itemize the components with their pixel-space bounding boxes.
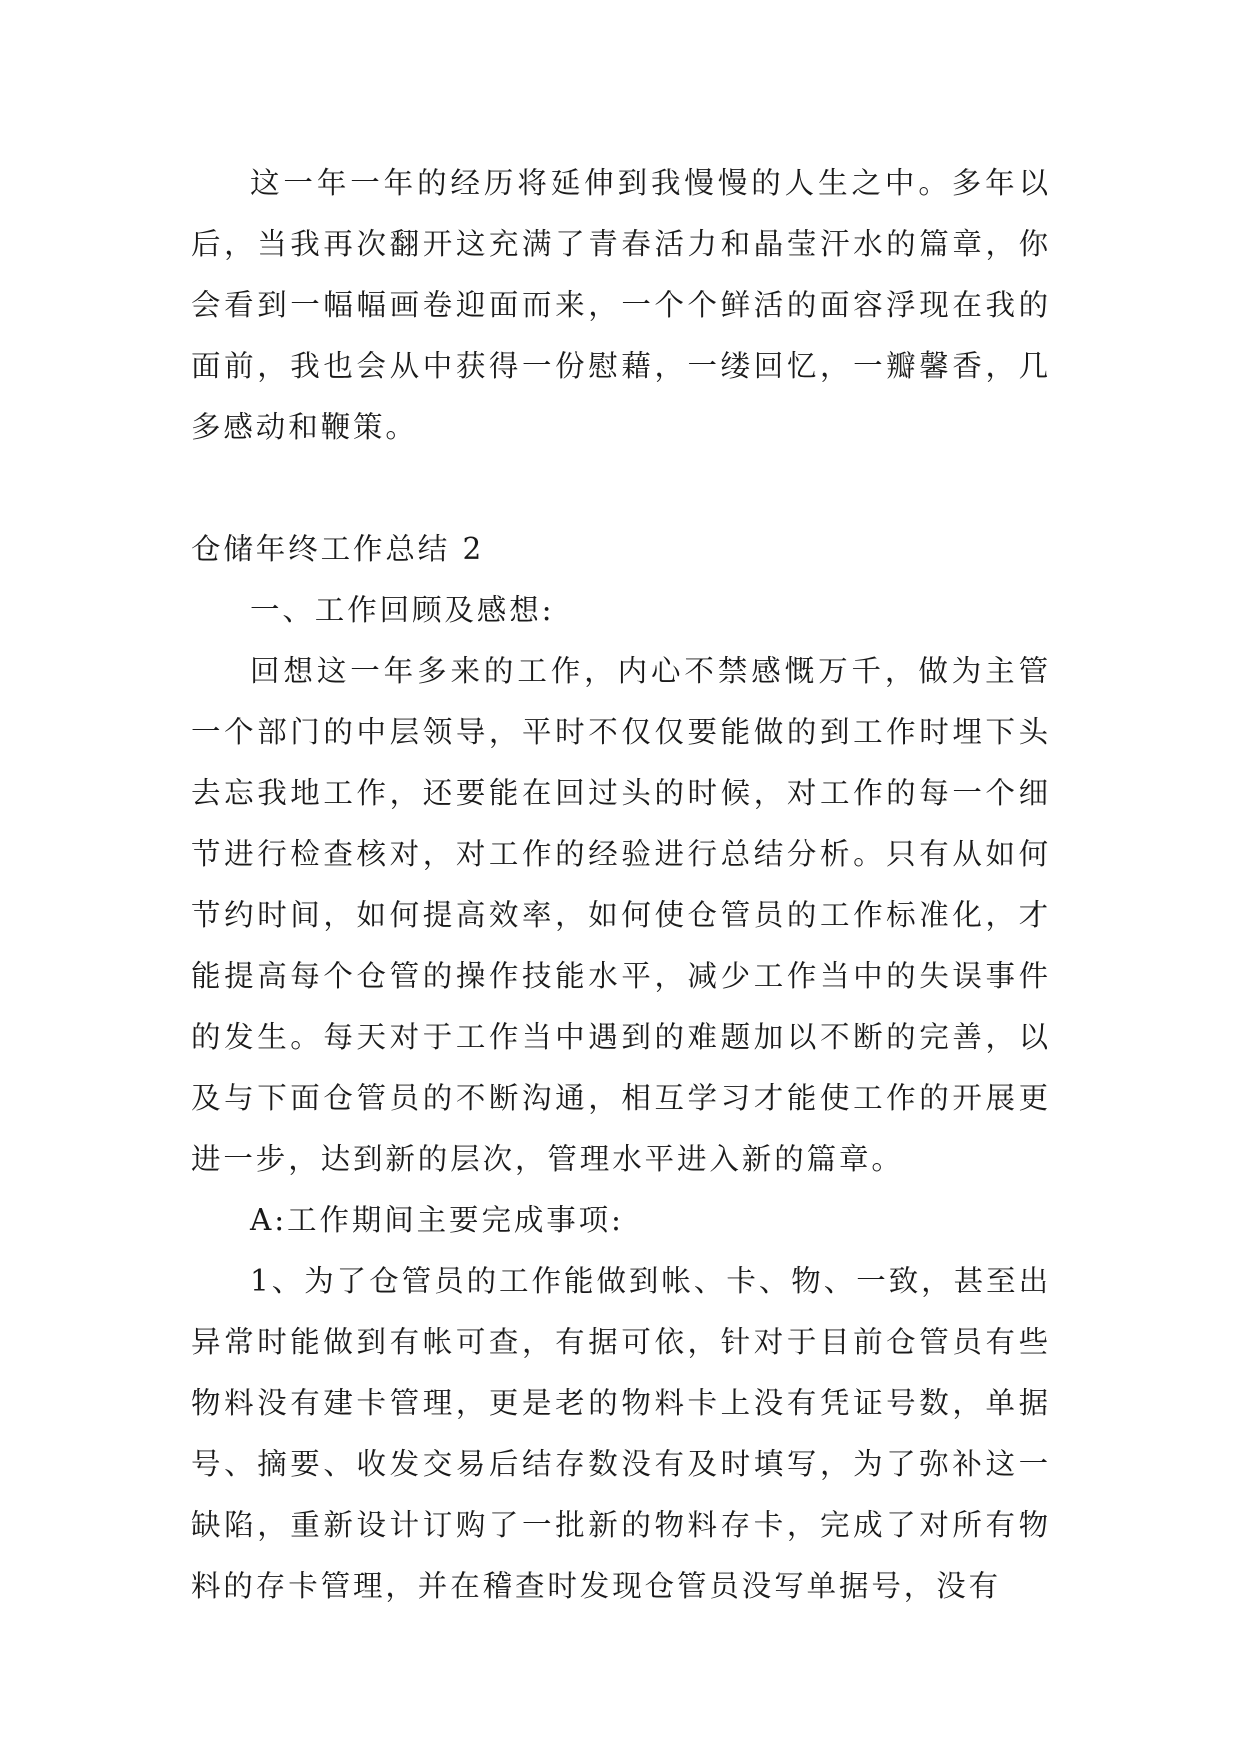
paragraph-review: 回想这一年多来的工作，内心不禁感慨万千，做为主管一个部门的中层领导，平时不仅仅要能做的到工作时埋下头去忘我地工作，还要能在回过头的时候，对工作的每一个细节进行检查核对，对工作的经验进行总结分析。只有从如何节约时间，如何提高效率，如何使仓管员的工作标准化，才能提高每个仓管的操作技能水平，减少工作当中的失误事件的发生。每天对于工作当中遇到的难题加以不断的完善，以及与下面仓管员的不断沟通，相互学习才能使工作的开展更进一步，达到新的层次，管理水平进入新的篇章。 [191, 654, 1051, 1176]
paragraph-intro: 这一年一年的经历将延伸到我慢慢的人生之中。多年以后，当我再次翻开这充满了青春活力和晶莹汗水的篇章，你会看到一幅幅画卷迎面而来，一个个鲜活的面容浮现在我的面前，我也会从中获得一份慰藉，一缕回忆，一瓣馨香，几多感动和鞭策。 [191, 166, 1051, 444]
paragraph-spacer [191, 458, 1051, 519]
subheading-review: 一、工作回顾及感想: [250, 593, 555, 627]
section-title: 仓储年终工作总结 2 [191, 532, 485, 566]
document-body [191, 153, 1051, 1617]
subheading-completed-items: A:工作期间主要完成事项: [250, 1203, 624, 1237]
paragraph-item-1: 1、为了仓管员的工作能做到帐、卡、物、一致，甚至出异常时能做到有帐可查，有据可依，针对于目前仓管员有些物料没有建卡管理，更是老的物料卡上没有凭证号数，单据号、摘要、收发交易后结存数没有及时填写，为了弥补这一缺陷，重新设计订购了一批新的物料存卡，完成了对所有物料的存卡管理，并在稽查时发现仓管员没写单据号，没有 [191, 1264, 1051, 1603]
